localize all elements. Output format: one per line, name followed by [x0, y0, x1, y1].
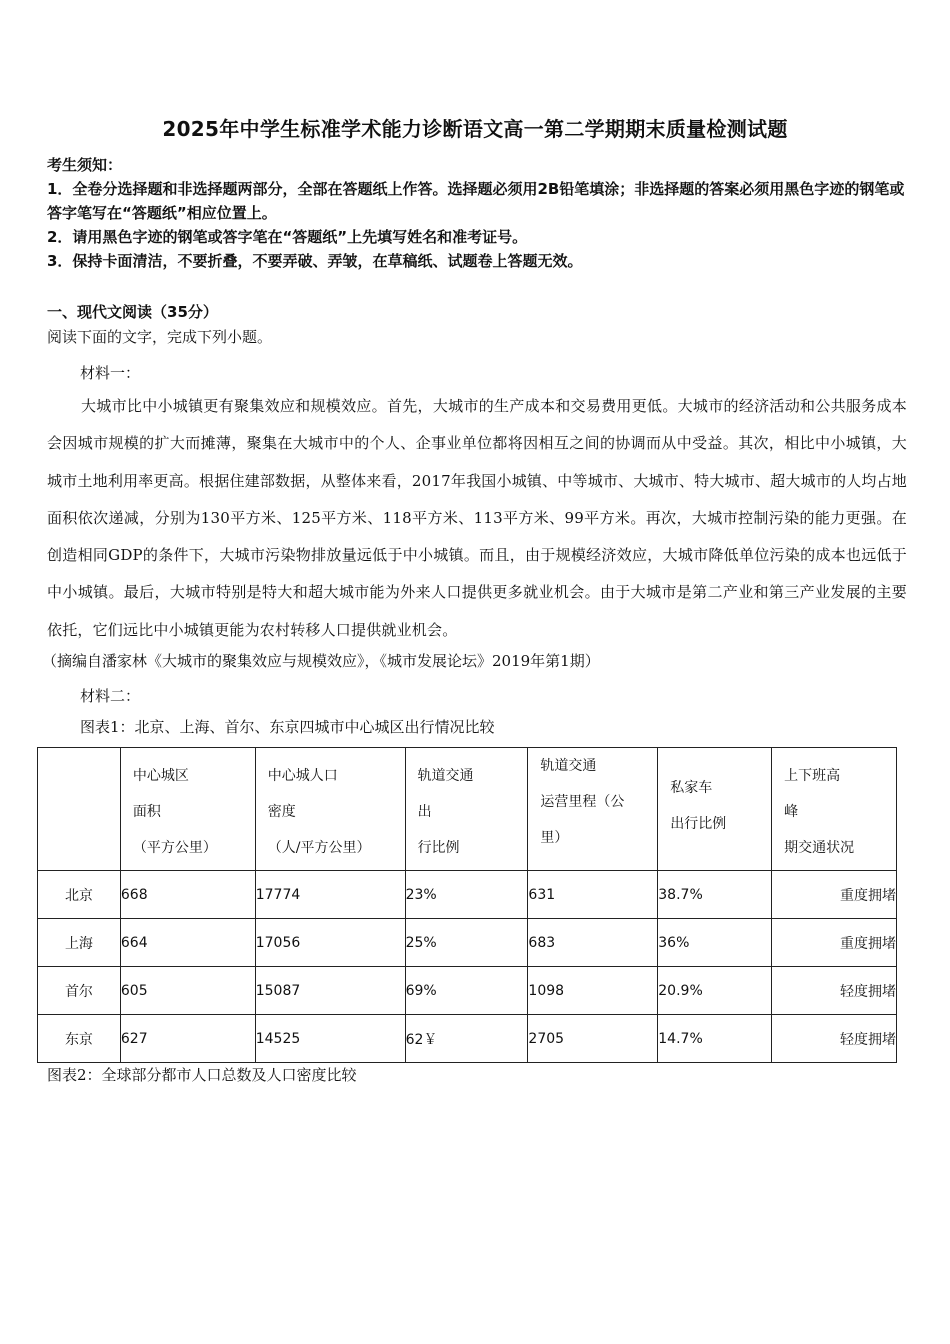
cell-rail-km: 631: [528, 871, 658, 919]
cell-rail-km: 2705: [528, 1015, 658, 1063]
table-2-caption: 图表2：全球部分都市人口总数及人口密度比较: [47, 1066, 357, 1084]
cell-area: 627: [120, 1015, 255, 1063]
material-1-source: （摘编自潘家林《大城市的聚集效应与规模效应》，《城市发展论坛》2019年第1期）: [42, 652, 600, 670]
cell-area: 664: [120, 919, 255, 967]
notice-heading: 考生须知：: [47, 156, 123, 174]
header-traffic: 上下班高 峰 期交通状况: [772, 748, 897, 871]
cell-rail-ratio: 69%: [405, 967, 528, 1015]
section-intro: 阅读下面的文字，完成下列小题。: [47, 328, 273, 346]
cell-rail-ratio: 62￥: [405, 1015, 528, 1063]
cell-car-ratio: 36%: [658, 919, 772, 967]
table-row: [38, 967, 897, 1015]
header-rail-km: 轨道交通 运营里程（公 里）: [528, 748, 658, 871]
header-blank: [38, 748, 121, 871]
cell-traffic: 重度拥堵: [772, 871, 897, 919]
notice-item-3: 3．保持卡面清洁，不要折叠，不要弄破、弄皱，在草稿纸、试题卷上答题无效。: [47, 252, 583, 270]
cell-area: 668: [120, 871, 255, 919]
header-density: 中心城人口 密度 （人/平方公里）: [255, 748, 405, 871]
cell-rail-ratio: 25%: [405, 919, 528, 967]
header-rail-ratio: 轨道交通 出 行比例: [405, 748, 528, 871]
cell-density: 17774: [255, 871, 405, 919]
cell-traffic: 重度拥堵: [772, 919, 897, 967]
cell-rail-km: 1098: [528, 967, 658, 1015]
header-car-ratio: 私家车 出行比例: [658, 748, 772, 871]
page-title: 2025年中学生标准学术能力诊断语文高一第二学期期末质量检测试题: [162, 117, 788, 141]
cell-city: 北京: [38, 871, 121, 919]
cell-city: 首尔: [38, 967, 121, 1015]
material-1-paragraph: 大城市比中小城镇更有聚集效应和规模效应。首先，大城市的生产成本和交易费用更低。大城市的经济活动和公共服务成本会因城市规模的扩大而摊薄，聚集在大城市中的个人、企事业单位都将因相互之间的协调而从中受益。其次，相比中小城镇，大城市土地利用率更高。根据住建部数据，从整体来看，2017年我国小城镇、中等城市、大城市、特大城市、超大城市的人均占地面积依次递减，分别为130平方米、125平方米、118平方米、113平方米、99平方米。再次，大城市控制污染的能力更强。在创造相同GDP的条件下，大城市污染物排放量远低于中小城镇。而且，由于规模经济效应，大城市降低单位污染的成本也远低于中小城镇。最后，大城市特别是特大和超大城市能为外来人口提供更多就业机会。由于大城市是第二产业和第三产业发展的主要依托，它们远比中小城镇更能为农村转移人口提供就业机会。: [47, 397, 907, 639]
table-row: [38, 919, 897, 967]
cell-rail-km: 683: [528, 919, 658, 967]
section-heading: 一、现代文阅读（35分）: [47, 303, 218, 321]
cell-density: 14525: [255, 1015, 405, 1063]
table-1-caption: 图表1：北京、上海、首尔、东京四城市中心城区出行情况比较: [80, 718, 495, 736]
cell-car-ratio: 14.7%: [658, 1015, 772, 1063]
cell-density: 15087: [255, 967, 405, 1015]
candidate-notice: [47, 153, 907, 273]
cell-city: 东京: [38, 1015, 121, 1063]
material-2-label: 材料二：: [80, 687, 141, 705]
cell-traffic: 轻度拥堵: [772, 1015, 897, 1063]
material-1-label: 材料一：: [80, 364, 141, 382]
table-row: [38, 1015, 897, 1063]
cell-car-ratio: 20.9%: [658, 967, 772, 1015]
cell-rail-ratio: 23%: [405, 871, 528, 919]
header-area: 中心城区 面积 （平方公里）: [120, 748, 255, 871]
cell-density: 17056: [255, 919, 405, 967]
table-header-row: [38, 748, 897, 871]
notice-item-1: 1．全卷分选择题和非选择题两部分，全部在答题纸上作答。选择题必须用2B铅笔填涂；非选择题的答案必须用黑色字迹的钢笔或答字笔写在“答题纸”相应位置上。: [47, 180, 905, 222]
cell-city: 上海: [38, 919, 121, 967]
cell-car-ratio: 38.7%: [658, 871, 772, 919]
city-transport-table: [37, 747, 897, 1063]
material-1-text: [47, 388, 907, 649]
notice-item-2: 2．请用黑色字迹的钢笔或答字笔在“答题纸”上先填写姓名和准考证号。: [47, 228, 528, 246]
cell-traffic: 轻度拥堵: [772, 967, 897, 1015]
table-row: [38, 871, 897, 919]
cell-area: 605: [120, 967, 255, 1015]
